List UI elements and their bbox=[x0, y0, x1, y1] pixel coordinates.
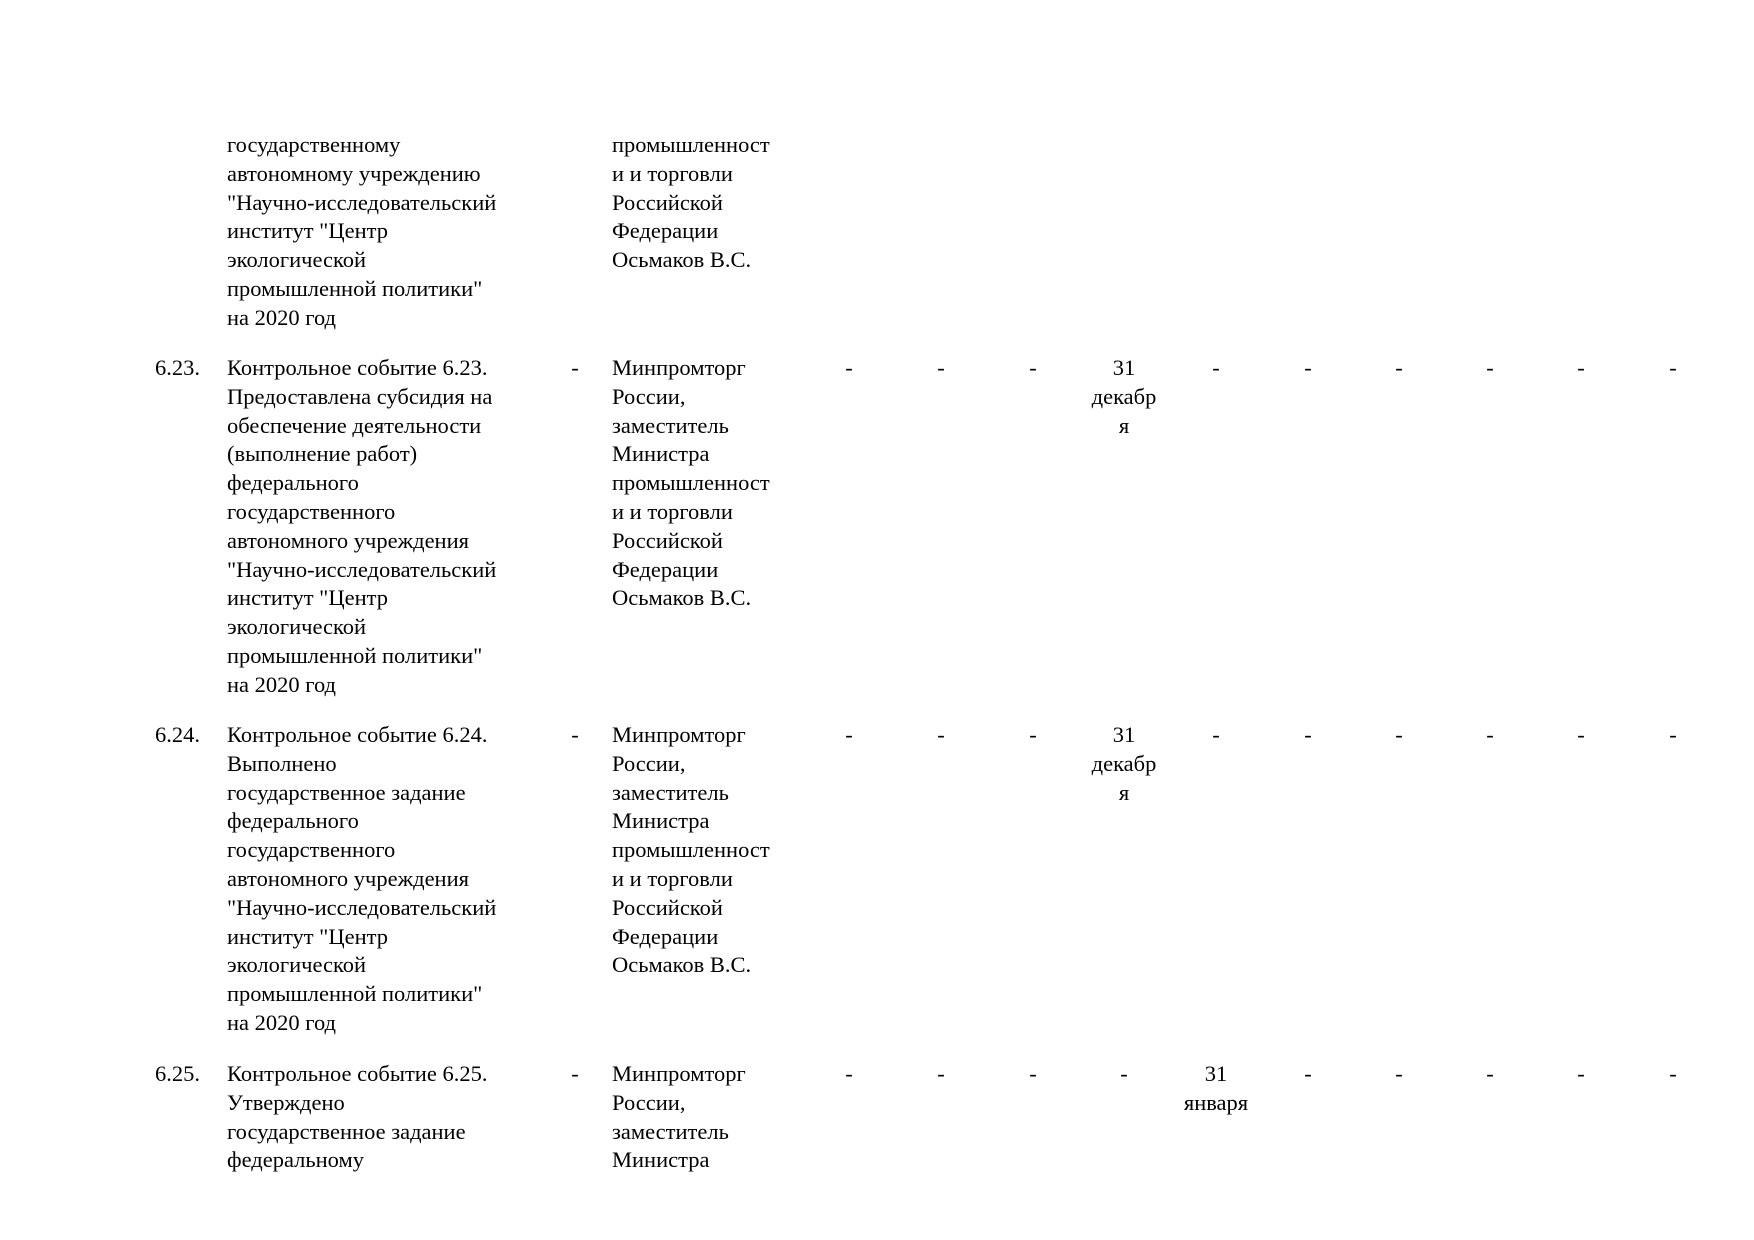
row-responsible: Минпромторг России, заместитель Министра промышленност и и торговли Российской Федерации Осьмаков В.С. bbox=[612, 722, 770, 978]
row-number: 6.25. bbox=[155, 1061, 200, 1086]
row-date-cell: - bbox=[1304, 1061, 1312, 1086]
row-column-2: - bbox=[571, 1061, 579, 1086]
row-number: 6.23. bbox=[155, 355, 200, 380]
row-date-cell: - bbox=[1395, 722, 1403, 747]
row-date-cell: - bbox=[845, 722, 853, 747]
continuation-description: государственному автономному учреждению "Научно-исследовательский институт "Центр экологической промышленной политики" на 2020 год bbox=[227, 132, 497, 330]
row-date-cell: - bbox=[937, 722, 945, 747]
row-date-cell: 31 декабр я bbox=[1091, 722, 1157, 805]
row-column-2: - bbox=[571, 355, 579, 380]
row-date-cell: - bbox=[1486, 722, 1494, 747]
row-date-cell: - bbox=[1395, 355, 1403, 380]
row-date-cell: - bbox=[845, 1061, 853, 1086]
row-date-cell: - bbox=[1304, 722, 1312, 747]
row-column-2: - bbox=[571, 722, 579, 747]
row-date-cell: - bbox=[1669, 722, 1677, 747]
row-date-cell: 31 января bbox=[1183, 1061, 1249, 1115]
row-description: Контрольное событие 6.25. Утверждено государственное задание федеральному bbox=[227, 1061, 488, 1173]
row-date-cell: - bbox=[845, 355, 853, 380]
row-date-cell: - bbox=[1212, 722, 1220, 747]
row-date-cell: - bbox=[1486, 1061, 1494, 1086]
row-description: Контрольное событие 6.23. Предоставлена субсидия на обеспечение деятельности (выполнение работ) федерального государственного автономного учреждения "Научно-исследовательский институт "Центр экологической промышленной политики" на 2020 год bbox=[227, 355, 497, 697]
row-date-cell: - bbox=[937, 355, 945, 380]
row-date-cell: - bbox=[1577, 355, 1585, 380]
row-date-cell: - bbox=[1577, 722, 1585, 747]
row-date-cell: - bbox=[1669, 1061, 1677, 1086]
row-date-cell: - bbox=[1669, 355, 1677, 380]
row-date-cell: - bbox=[1304, 355, 1312, 380]
row-date-cell: - bbox=[1029, 722, 1037, 747]
row-number: 6.24. bbox=[155, 722, 200, 747]
row-date-cell: - bbox=[1577, 1061, 1585, 1086]
row-responsible: Минпромторг России, заместитель Министра bbox=[612, 1061, 746, 1173]
row-date-cell: - bbox=[1029, 355, 1037, 380]
row-date-cell: - bbox=[1120, 1061, 1128, 1086]
row-date-cell: - bbox=[1395, 1061, 1403, 1086]
continuation-responsible: промышленност и и торговли Российской Федерации Осьмаков В.С. bbox=[612, 132, 770, 273]
row-date-cell: 31 декабр я bbox=[1091, 355, 1157, 438]
row-date-cell: - bbox=[1029, 1061, 1037, 1086]
row-date-cell: - bbox=[1486, 355, 1494, 380]
row-responsible: Минпромторг России, заместитель Министра промышленност и и торговли Российской Федерации Осьмаков В.С. bbox=[612, 355, 770, 611]
row-description: Контрольное событие 6.24. Выполнено государственное задание федерального государственного автономного учреждения "Научно-исследовательский институт "Центр экологической промышленной политики" на 2020 год bbox=[227, 722, 497, 1035]
row-date-cell: - bbox=[937, 1061, 945, 1086]
row-date-cell: - bbox=[1212, 355, 1220, 380]
